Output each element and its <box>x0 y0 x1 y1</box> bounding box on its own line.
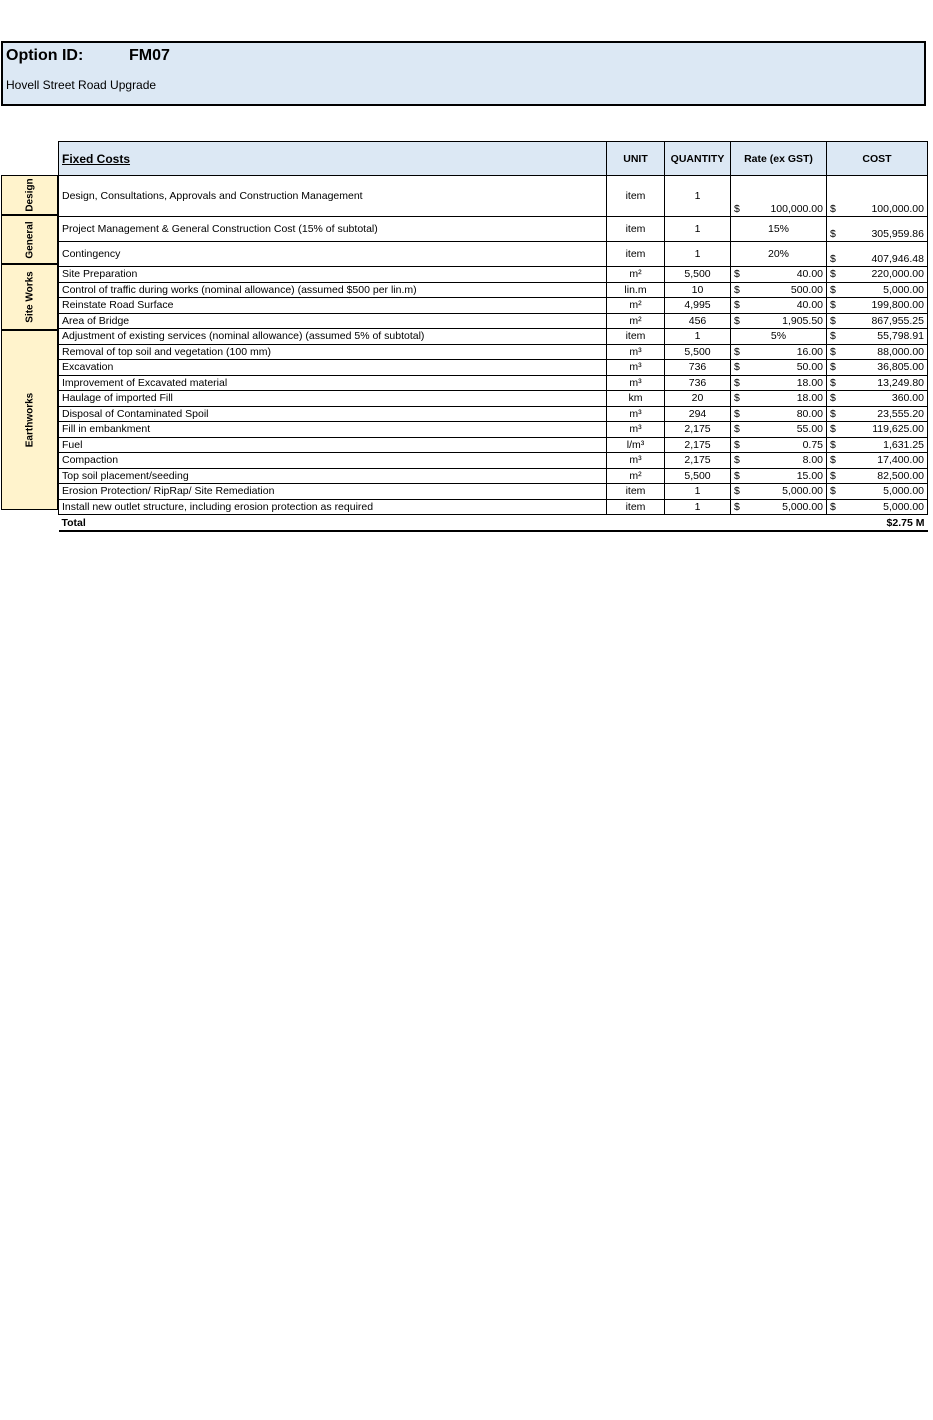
cell-cost <box>827 313 928 329</box>
cell-item: Reinstate Road Surface <box>59 298 607 314</box>
rate-amount: 0.75 <box>802 438 823 451</box>
rate-amount: 18.00 <box>796 376 823 389</box>
table-row <box>59 329 928 345</box>
table-row <box>59 484 928 500</box>
rate-amount: 40.00 <box>796 299 823 312</box>
rate-currency: $ <box>734 407 740 420</box>
table-row <box>59 282 928 298</box>
table-row <box>59 242 928 267</box>
table-row <box>59 217 928 242</box>
rate-amount: 100,000.00 <box>770 203 823 215</box>
rate-currency: $ <box>734 376 740 389</box>
cell-rate <box>731 391 827 407</box>
cell-rate: 20% <box>731 242 827 267</box>
cell-cost <box>827 484 928 500</box>
cell-cost <box>827 406 928 422</box>
rate-amount: 15.00 <box>796 469 823 482</box>
option-subtitle: Hovell Street Road Upgrade <box>6 78 157 92</box>
cell-rate <box>731 406 827 422</box>
cell-unit: m³ <box>607 406 665 422</box>
fixed-costs-table <box>58 141 928 532</box>
rate-amount: 50.00 <box>796 361 823 374</box>
cell-item: Disposal of Contaminated Spoil <box>59 406 607 422</box>
cost-amount: 82,500.00 <box>877 469 924 482</box>
cell-quantity: 5,500 <box>665 344 731 360</box>
rate-currency: $ <box>734 268 740 281</box>
cost-currency: $ <box>830 469 836 482</box>
table-row <box>59 422 928 438</box>
cost-amount: 305,959.86 <box>871 228 924 240</box>
cell-unit: item <box>607 242 665 267</box>
cell-item: Control of traffic during works (nominal allowance) (assumed $500 per lin.m) <box>59 282 607 298</box>
cell-quantity: 294 <box>665 406 731 422</box>
table-row <box>59 360 928 376</box>
cell-quantity: 1 <box>665 484 731 500</box>
cell-item: Project Management & General Construction Cost (15% of subtotal) <box>59 217 607 242</box>
cost-amount: 55,798.91 <box>877 330 924 343</box>
total-spacer <box>607 515 665 532</box>
cell-cost <box>827 298 928 314</box>
rate-amount: 8.00 <box>802 454 823 467</box>
cost-currency: $ <box>830 228 836 240</box>
cell-unit: m² <box>607 298 665 314</box>
cell-unit: lin.m <box>607 282 665 298</box>
cell-rate <box>731 267 827 283</box>
table-row <box>59 499 928 515</box>
cost-amount: 5,000.00 <box>883 485 924 498</box>
cell-unit: item <box>607 499 665 515</box>
cell-item: Erosion Protection/ RipRap/ Site Remediation <box>59 484 607 500</box>
category-site-works <box>1 264 58 330</box>
cell-rate <box>731 422 827 438</box>
cell-unit: item <box>607 484 665 500</box>
cost-amount: 100,000.00 <box>871 203 924 215</box>
rate-currency: $ <box>734 361 740 374</box>
cost-amount: 867,955.25 <box>871 314 924 327</box>
rate-currency: $ <box>734 485 740 498</box>
cell-rate <box>731 468 827 484</box>
cell-unit: m³ <box>607 422 665 438</box>
cell-unit: m² <box>607 468 665 484</box>
cell-cost <box>827 329 928 345</box>
category-site-works-label: Site Works <box>24 271 35 323</box>
cell-cost <box>827 242 928 267</box>
header-unit: UNIT <box>607 142 665 176</box>
cost-amount: 5,000.00 <box>883 283 924 296</box>
cell-rate <box>731 453 827 469</box>
cost-amount: 36,805.00 <box>877 361 924 374</box>
rate-amount: 40.00 <box>796 268 823 281</box>
cell-cost <box>827 344 928 360</box>
cell-item: Adjustment of existing services (nominal allowance) (assumed 5% of subtotal) <box>59 329 607 345</box>
rate-amount: 500.00 <box>790 283 823 296</box>
cost-amount: 23,555.20 <box>877 407 924 420</box>
table-row <box>59 406 928 422</box>
cell-quantity: 5,500 <box>665 267 731 283</box>
table-body <box>59 176 928 515</box>
table-header-row <box>59 142 928 176</box>
cell-item: Fuel <box>59 437 607 453</box>
cell-quantity: 456 <box>665 313 731 329</box>
rate-amount: 1,905.50 <box>782 314 823 327</box>
cost-currency: $ <box>830 423 836 436</box>
cell-unit: m² <box>607 313 665 329</box>
cell-cost <box>827 282 928 298</box>
option-id-label: Option ID: <box>6 47 84 64</box>
cell-rate <box>731 484 827 500</box>
cost-amount: 5,000.00 <box>883 500 924 513</box>
cell-item: Compaction <box>59 453 607 469</box>
cell-unit: l/m³ <box>607 437 665 453</box>
cell-rate <box>731 176 827 217</box>
cost-currency: $ <box>830 376 836 389</box>
cost-amount: 13,249.80 <box>877 376 924 389</box>
cell-cost <box>827 360 928 376</box>
cell-item: Top soil placement/seeding <box>59 468 607 484</box>
cost-amount: 88,000.00 <box>877 345 924 358</box>
table-row <box>59 298 928 314</box>
table-row <box>59 437 928 453</box>
cost-currency: $ <box>830 500 836 513</box>
cell-unit: item <box>607 217 665 242</box>
cell-rate <box>731 313 827 329</box>
category-design-label: Design <box>24 178 35 212</box>
cell-cost <box>827 267 928 283</box>
cell-unit: m³ <box>607 360 665 376</box>
rate-amount: 18.00 <box>796 392 823 405</box>
cell-quantity: 4,995 <box>665 298 731 314</box>
cost-currency: $ <box>830 283 836 296</box>
cost-currency: $ <box>830 253 836 265</box>
cost-amount: 199,800.00 <box>871 299 924 312</box>
cell-item: Haulage of imported Fill <box>59 391 607 407</box>
cell-unit: m³ <box>607 344 665 360</box>
cell-cost <box>827 499 928 515</box>
table-row <box>59 313 928 329</box>
cell-cost <box>827 437 928 453</box>
cell-quantity: 2,175 <box>665 453 731 469</box>
rate-currency: $ <box>734 299 740 312</box>
cell-item: Improvement of Excavated material <box>59 375 607 391</box>
cell-unit: m³ <box>607 453 665 469</box>
cost-amount: 360.00 <box>891 392 924 405</box>
rate-currency: $ <box>734 438 740 451</box>
cell-cost <box>827 217 928 242</box>
option-id-value: FM07 <box>129 47 170 64</box>
cell-unit: item <box>607 176 665 217</box>
cell-item: Area of Bridge <box>59 313 607 329</box>
cell-quantity: 5,500 <box>665 468 731 484</box>
cell-quantity: 10 <box>665 282 731 298</box>
table-row <box>59 176 928 217</box>
cell-rate <box>731 375 827 391</box>
cost-currency: $ <box>830 330 836 343</box>
category-general <box>1 215 58 264</box>
cell-item: Design, Consultations, Approvals and Construction Management <box>59 176 607 217</box>
cell-quantity: 1 <box>665 176 731 217</box>
cell-cost <box>827 176 928 217</box>
cell-quantity: 1 <box>665 329 731 345</box>
total-value: $2.75 M <box>827 515 928 532</box>
cell-item: Fill in embankment <box>59 422 607 438</box>
rate-currency: $ <box>734 454 740 467</box>
cell-unit: km <box>607 391 665 407</box>
cost-currency: $ <box>830 361 836 374</box>
cell-item: Contingency <box>59 242 607 267</box>
table-row <box>59 344 928 360</box>
category-earthworks-label: Earthworks <box>24 392 35 448</box>
header-cost: COST <box>827 142 928 176</box>
cell-cost <box>827 453 928 469</box>
cell-item: Site Preparation <box>59 267 607 283</box>
table-row <box>59 375 928 391</box>
rate-amount: 16.00 <box>796 345 823 358</box>
cell-unit: item <box>607 329 665 345</box>
cost-amount: 407,946.48 <box>871 253 924 265</box>
rate-currency: $ <box>734 423 740 436</box>
rate-amount: 5,000.00 <box>782 500 823 513</box>
cell-rate <box>731 282 827 298</box>
cell-quantity: 736 <box>665 375 731 391</box>
total-spacer <box>665 515 731 532</box>
header-rate: Rate (ex GST) <box>731 142 827 176</box>
cost-currency: $ <box>830 392 836 405</box>
option-header <box>1 41 926 106</box>
table-row <box>59 468 928 484</box>
category-general-label: General <box>24 220 35 259</box>
cell-rate <box>731 344 827 360</box>
cell-item: Removal of top soil and vegetation (100 mm) <box>59 344 607 360</box>
cell-item: Install new outlet structure, including erosion protection as required <box>59 499 607 515</box>
rate-currency: $ <box>734 392 740 405</box>
rate-currency: $ <box>734 283 740 296</box>
cell-item: Excavation <box>59 360 607 376</box>
cell-quantity: 2,175 <box>665 437 731 453</box>
cost-amount: 220,000.00 <box>871 268 924 281</box>
cost-currency: $ <box>830 454 836 467</box>
cell-cost <box>827 391 928 407</box>
cost-currency: $ <box>830 203 836 215</box>
rate-amount: 5,000.00 <box>782 485 823 498</box>
cost-currency: $ <box>830 345 836 358</box>
cost-currency: $ <box>830 407 836 420</box>
category-earthworks <box>1 330 58 510</box>
cell-quantity: 736 <box>665 360 731 376</box>
cell-rate <box>731 360 827 376</box>
cost-amount: 17,400.00 <box>877 454 924 467</box>
rate-currency: $ <box>734 469 740 482</box>
cell-rate: 15% <box>731 217 827 242</box>
total-spacer <box>731 515 827 532</box>
rate-currency: $ <box>734 345 740 358</box>
rate-amount: 80.00 <box>796 407 823 420</box>
cost-currency: $ <box>830 268 836 281</box>
cell-rate <box>731 499 827 515</box>
cost-currency: $ <box>830 485 836 498</box>
rate-amount: 55.00 <box>796 423 823 436</box>
cell-unit: m² <box>607 267 665 283</box>
cell-quantity: 1 <box>665 499 731 515</box>
rate-currency: $ <box>734 500 740 513</box>
header-fixed-costs: Fixed Costs <box>59 142 607 176</box>
cost-currency: $ <box>830 314 836 327</box>
cell-cost <box>827 375 928 391</box>
rate-currency: $ <box>734 203 740 215</box>
table-row <box>59 267 928 283</box>
cell-cost <box>827 468 928 484</box>
cell-rate: 5% <box>731 329 827 345</box>
total-row <box>59 515 928 532</box>
cost-currency: $ <box>830 438 836 451</box>
total-label: Total <box>59 515 607 532</box>
table-row <box>59 391 928 407</box>
cell-unit: m³ <box>607 375 665 391</box>
rate-currency: $ <box>734 314 740 327</box>
cost-amount: 1,631.25 <box>883 438 924 451</box>
header-quantity: QUANTITY <box>665 142 731 176</box>
cell-quantity: 1 <box>665 217 731 242</box>
category-design <box>1 175 58 215</box>
cell-cost <box>827 422 928 438</box>
cell-rate <box>731 298 827 314</box>
cell-quantity: 2,175 <box>665 422 731 438</box>
table-row <box>59 453 928 469</box>
cell-quantity: 1 <box>665 242 731 267</box>
cost-amount: 119,625.00 <box>872 423 924 436</box>
cost-currency: $ <box>830 299 836 312</box>
cell-rate <box>731 437 827 453</box>
cell-quantity: 20 <box>665 391 731 407</box>
